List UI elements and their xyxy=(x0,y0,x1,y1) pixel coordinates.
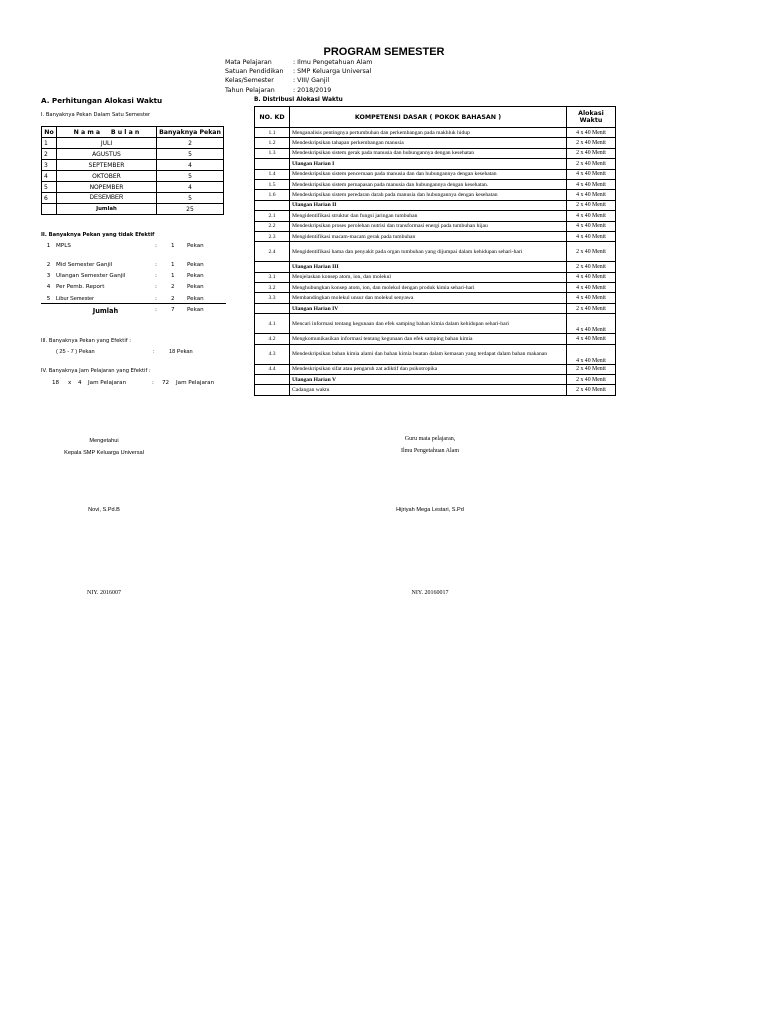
section-b-title: B. Distribusi Alokasi Waktu xyxy=(254,97,343,103)
cell-kd xyxy=(255,303,290,313)
right-signature-role: Ilmu Pengetahuan Alam xyxy=(401,448,459,454)
cell-alokasi: 4 x 40 Menit xyxy=(567,221,616,231)
cell-alokasi: 2 x 40 Menit xyxy=(567,242,616,262)
table-row xyxy=(255,303,616,313)
left-signature-label: Mengetahui xyxy=(89,438,119,444)
cell-no: 6 xyxy=(42,193,57,204)
right-signature-label: Guru mata pelajaran, xyxy=(404,436,456,442)
cell-kd xyxy=(255,375,290,385)
item-label: Libur Semester xyxy=(56,296,94,302)
meta-value: : VIII/ Ganjil xyxy=(293,77,330,85)
cell-kd: 3.2 xyxy=(255,283,290,293)
cell-alokasi: 4 x 40 Menit xyxy=(567,314,616,334)
total-value: 7 xyxy=(171,307,175,313)
effective-calc: ( 25 - 7 ) Pekan xyxy=(56,349,95,355)
table-row xyxy=(255,385,616,395)
meta-key: Kelas/Semester xyxy=(225,77,274,85)
list-item xyxy=(41,296,226,304)
effective-weeks xyxy=(56,349,193,355)
list-item xyxy=(41,284,226,290)
cell-kd: 3.1 xyxy=(255,272,290,282)
item-no: 3 xyxy=(46,273,51,279)
effective-colon: : xyxy=(153,349,155,355)
cell-kompetensi: Mengidentifikasi macam-macam gerak pada tumbuhan xyxy=(290,231,567,241)
left-signature-role: Kepala SMP Keluarga Universal xyxy=(64,450,144,456)
cell-no: 4 xyxy=(42,171,57,182)
table-row xyxy=(255,211,616,221)
item-colon: : xyxy=(155,243,157,249)
table-row xyxy=(255,344,616,364)
meta-key: Satuan Pendidikan xyxy=(225,68,284,76)
total-colon: : xyxy=(155,307,157,313)
cell-no: 2 xyxy=(42,149,57,160)
meta-key: Tahun Pelajaran xyxy=(225,86,275,94)
table-row xyxy=(255,262,616,272)
table-row xyxy=(255,179,616,189)
cell-alokasi: 4 x 40 Menit xyxy=(567,128,616,138)
cell-kd: 1.6 xyxy=(255,190,290,200)
table-row xyxy=(255,169,616,179)
distribution-table xyxy=(254,106,616,396)
list-item xyxy=(41,243,226,249)
item-label: MPLS xyxy=(56,243,71,249)
right-signature-niy: NIY. 20160017 xyxy=(411,590,449,596)
cell-bulan: JULI xyxy=(57,138,157,149)
cell-pekan: 5 xyxy=(157,171,224,182)
effective-hours xyxy=(52,380,214,386)
distribution-header xyxy=(255,107,616,128)
hours-b: 4 xyxy=(78,380,82,386)
cell-no: 3 xyxy=(42,160,57,171)
cell-alokasi: 4 x 40 Menit xyxy=(567,334,616,344)
cell-alokasi: 2 x 40 Menit xyxy=(567,148,616,158)
cell-kompetensi: Menghubungkan konsep atom, ion, dan molekul dengan produk kimia sehari-hari xyxy=(290,283,567,293)
cell-kompetensi: Ulangan Harian IV xyxy=(290,303,567,313)
hours-colon: : xyxy=(152,380,154,386)
table-row xyxy=(255,293,616,303)
table-row xyxy=(255,314,616,334)
cell-kd: 2.1 xyxy=(255,211,290,221)
total-value: 25 xyxy=(157,204,224,215)
cell-pekan: 2 xyxy=(157,138,224,149)
cell-alokasi: 4 x 40 Menit xyxy=(567,190,616,200)
col-bulan: N a m a B u l a n xyxy=(57,127,157,138)
table-row xyxy=(255,283,616,293)
cell-bulan: OKTOBER xyxy=(57,171,157,182)
cell-kompetensi: Menjelaskan konsep atom, ion, dan molekul xyxy=(290,272,567,282)
cell-kompetensi: Mendeskripsikan proses perolehan nutrisi dan transformasi energi pada tumbuhan hijau xyxy=(290,221,567,231)
cell-kompetensi: Mencari informasi tentang kegunaan dan efek samping bahan kimia dalam kehidupan sehari-hari xyxy=(290,314,567,334)
item-value: 2 xyxy=(171,296,175,302)
cell-pekan: 4 xyxy=(157,182,224,193)
cell-alokasi: 4 x 40 Menit xyxy=(567,272,616,282)
item-value: 1 xyxy=(171,262,175,268)
table-row xyxy=(255,375,616,385)
cell-kd xyxy=(255,159,290,169)
right-signature-name: Hijriyah Mega Lestari, S.Pd xyxy=(396,507,464,513)
cell-alokasi: 4 x 40 Menit xyxy=(567,211,616,221)
cell-kompetensi: Mendeskripsikan sistem pencernaan pada manusia dan dan hubungannya dengan kesehatan xyxy=(290,169,567,179)
section-a-sub-iii: III. Banyaknya Pekan yang Efektif : xyxy=(41,338,131,344)
table-row xyxy=(255,159,616,169)
col-alokasi: Alokasi Waktu xyxy=(567,107,616,128)
cell-kd: 2.3 xyxy=(255,231,290,241)
cell-kd: 1.4 xyxy=(255,169,290,179)
cell-kd xyxy=(255,262,290,272)
cell-pekan: 5 xyxy=(157,149,224,160)
cell-alokasi: 2 x 40 Menit xyxy=(567,364,616,374)
cell-kd: 4.4 xyxy=(255,364,290,374)
cell-kompetensi: Ulangan Harian V xyxy=(290,375,567,385)
table-row xyxy=(42,160,224,171)
cell-kd: 4.1 xyxy=(255,314,290,334)
item-unit: Pekan xyxy=(187,243,204,249)
non-effective-list xyxy=(41,240,226,320)
table-row xyxy=(42,138,224,149)
cell-alokasi: 4 x 40 Menit xyxy=(567,293,616,303)
cell-alokasi: 4 x 40 Menit xyxy=(567,344,616,364)
item-unit: Pekan xyxy=(187,284,204,290)
cell-alokasi: 2 x 40 Menit xyxy=(567,200,616,210)
meta-block xyxy=(225,58,372,95)
item-label: Ulangan Semester Ganjil xyxy=(56,273,126,279)
cell-kompetensi: Ulangan Harian III xyxy=(290,262,567,272)
table-row xyxy=(255,128,616,138)
item-value: 1 xyxy=(171,243,175,249)
cell-kompetensi: Mendeskripsikan tahapan perkembangan manusia xyxy=(290,138,567,148)
effective-result: 18 Pekan xyxy=(169,349,193,355)
cell-bulan: SEPTEMBER xyxy=(57,160,157,171)
table-row xyxy=(255,231,616,241)
cell-empty xyxy=(42,204,57,215)
weeks-table-header xyxy=(42,127,224,138)
table-row xyxy=(255,200,616,210)
table-row xyxy=(255,221,616,231)
col-pekan: Banyaknya Pekan xyxy=(157,127,224,138)
meta-row xyxy=(225,58,372,67)
item-no: 1 xyxy=(46,243,51,249)
meta-row xyxy=(225,67,372,76)
cell-alokasi: 4 x 40 Menit xyxy=(567,179,616,189)
left-signature-name: Novi, S.Pd.B xyxy=(88,507,120,513)
table-row xyxy=(42,193,224,204)
page-title: PROGRAM SEMESTER xyxy=(323,46,445,58)
table-row xyxy=(255,334,616,344)
cell-kd: 4.3 xyxy=(255,344,290,364)
weeks-table xyxy=(41,126,224,215)
cell-alokasi: 2 x 40 Menit xyxy=(567,375,616,385)
left-signature-niy: NIY. 2016007 xyxy=(87,590,121,596)
cell-alokasi: 2 x 40 Menit xyxy=(567,385,616,395)
item-colon: : xyxy=(155,296,157,302)
item-colon: : xyxy=(155,284,157,290)
section-a-title: A. Perhitungan Alokasi Waktu xyxy=(41,96,163,105)
cell-alokasi: 2 x 40 Menit xyxy=(567,138,616,148)
section-a-sub-iv: IV. Banyaknya Jam Pelajaran yang Efektif : xyxy=(41,368,151,374)
hours-a: 18 xyxy=(52,380,60,386)
cell-no: 1 xyxy=(42,138,57,149)
cell-kd: 1.5 xyxy=(255,179,290,189)
cell-kompetensi: Mendeskripsikan sifat atau pengaruh zat adiktif dan psikotropika xyxy=(290,364,567,374)
cell-kd: 4.2 xyxy=(255,334,290,344)
col-kd: NO. KD xyxy=(255,107,290,128)
cell-kompetensi: Mendeskripsikan sistem gerak pada manusia dan hubungannya dengan kesehatan xyxy=(290,148,567,158)
cell-bulan: DESEMBER xyxy=(57,193,157,204)
cell-alokasi: 2 x 40 Menit xyxy=(567,159,616,169)
hours-x: x xyxy=(68,380,72,386)
item-no: 5 xyxy=(46,296,51,302)
cell-alokasi: 4 x 40 Menit xyxy=(567,231,616,241)
cell-kd: 1.3 xyxy=(255,148,290,158)
cell-kd xyxy=(255,200,290,210)
item-unit: Pekan xyxy=(187,296,204,302)
item-unit: Pekan xyxy=(187,262,204,268)
hours-result: 72 xyxy=(162,380,170,386)
cell-kompetensi: Mengkomunikasikan informasi tentang kegunaan dan efek samping bahan kimia xyxy=(290,334,567,344)
list-item xyxy=(41,273,226,279)
meta-value: : SMP Keluarga Universal xyxy=(293,68,372,76)
item-unit: Pekan xyxy=(187,273,204,279)
cell-kd: 1.2 xyxy=(255,138,290,148)
cell-kompetensi: Ulangan Harian II xyxy=(290,200,567,210)
section-a-sub-ii: II. Banyaknya Pekan yang tidak Efektif xyxy=(41,232,155,238)
col-kompetensi: KOMPETENSI DASAR ( POKOK BAHASAN ) xyxy=(290,107,567,128)
table-row xyxy=(255,272,616,282)
section-a-sub-i: I. Banyaknya Pekan Dalam Satu Semester xyxy=(41,112,151,118)
cell-kompetensi: Ulangan Harian I xyxy=(290,159,567,169)
list-total xyxy=(41,307,226,315)
table-row xyxy=(255,148,616,158)
hours-unit-2: Jam Pelajaran xyxy=(176,380,215,386)
cell-pekan: 4 xyxy=(157,160,224,171)
cell-alokasi: 2 x 40 Menit xyxy=(567,303,616,313)
cell-kompetensi: Cadangan waktu xyxy=(290,385,567,395)
item-label: Per Pemb. Report xyxy=(56,284,105,290)
cell-kd: 2.2 xyxy=(255,221,290,231)
col-no: No xyxy=(42,127,57,138)
item-value: 2 xyxy=(171,284,175,290)
hours-unit: Jam Pelajaran xyxy=(88,380,127,386)
cell-kd: 1.1 xyxy=(255,128,290,138)
cell-kd: 3.3 xyxy=(255,293,290,303)
cell-kompetensi: Mendeskripsikan sistem peredaran darah pada manusia dan hubungannya dengan kesehatan xyxy=(290,190,567,200)
table-row xyxy=(42,171,224,182)
cell-alokasi: 4 x 40 Menit xyxy=(567,169,616,179)
distribution-body xyxy=(255,128,616,396)
meta-key: Mata Pelajaran xyxy=(225,59,272,66)
table-row xyxy=(42,182,224,193)
cell-no: 5 xyxy=(42,182,57,193)
cell-bulan: AGUSTUS xyxy=(57,149,157,160)
table-row xyxy=(255,190,616,200)
cell-kd: 2.4 xyxy=(255,242,290,262)
cell-kompetensi: Mengidentifikasi hama dan penyakit pada organ tumbuhan yang dijumpai dalam kehidupan sehari-hari xyxy=(290,242,567,262)
cell-alokasi: 4 x 40 Menit xyxy=(567,283,616,293)
total-unit: Pekan xyxy=(187,307,204,313)
item-value: 1 xyxy=(171,273,175,279)
meta-row xyxy=(225,86,372,95)
table-row xyxy=(42,149,224,160)
meta-value: : 2018/2019 xyxy=(293,86,332,94)
cell-kompetensi: Mendeskripsikan bahan kimia alami dan bahan kimia buatan dalam kemasan yang terdapat dalam bahan makanan xyxy=(290,344,567,364)
cell-kompetensi: Menganalisis pentingnya pertumbuhan dan perkembangan pada makhluk hidup xyxy=(290,128,567,138)
table-total-row xyxy=(42,204,224,215)
item-colon: : xyxy=(155,273,157,279)
meta-row xyxy=(225,76,372,85)
cell-pekan: 5 xyxy=(157,193,224,204)
table-row xyxy=(255,138,616,148)
item-colon: : xyxy=(155,262,157,268)
list-item xyxy=(41,262,226,268)
cell-kd xyxy=(255,385,290,395)
table-row xyxy=(255,242,616,262)
cell-kompetensi: Mendeskripsikan sistem pernapasan pada manusia dan hubungannya dengan kesehatan. xyxy=(290,179,567,189)
total-label: Jumlah xyxy=(92,307,119,315)
cell-alokasi: 2 x 40 Menit xyxy=(567,262,616,272)
total-label: Jumlah xyxy=(57,204,157,215)
cell-bulan: NOPEMBER xyxy=(57,182,157,193)
item-no: 4 xyxy=(46,284,51,290)
cell-kompetensi: Mengidentifikasi struktur dan fungsi jaringan tumbuhan xyxy=(290,211,567,221)
meta-value: : Ilmu Pengetahuan Alam xyxy=(293,59,373,66)
table-row xyxy=(255,364,616,374)
cell-kompetensi: Membandingkan molekul unsur dan molekul senyawa xyxy=(290,293,567,303)
item-label: Mid Semester Ganjil xyxy=(56,262,113,268)
item-no: 2 xyxy=(46,262,51,268)
